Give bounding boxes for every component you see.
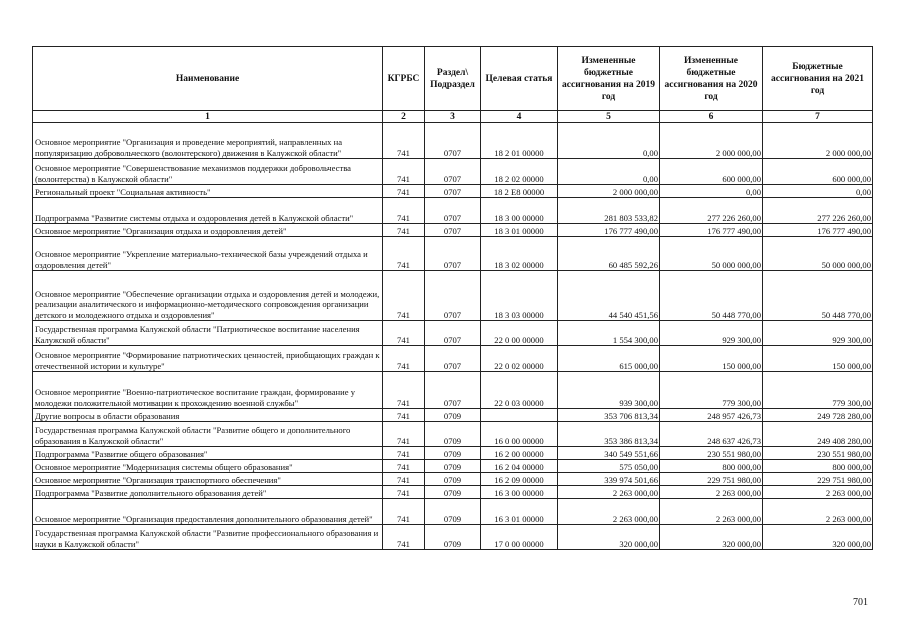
row-amount-2019: 1 554 300,00 (558, 321, 660, 346)
table-body (33, 123, 873, 550)
row-amount-2019: 353 706 813,34 (558, 409, 660, 422)
row-amount-2021: 0,00 (763, 185, 873, 198)
row-section: 0707 (425, 185, 481, 198)
row-name: Региональный проект "Социальная активность" (33, 185, 383, 198)
row-target: 16 2 09 00000 (481, 473, 558, 486)
table-row (33, 486, 873, 499)
header-target: Целевая статья (481, 47, 558, 111)
table-row (33, 159, 873, 185)
row-kgrbs: 741 (383, 224, 425, 237)
row-name: Подпрограмма "Развитие дополнительного образования детей" (33, 486, 383, 499)
row-amount-2019: 2 263 000,00 (558, 486, 660, 499)
table-row (33, 499, 873, 525)
row-amount-2019: 353 386 813,34 (558, 422, 660, 447)
table-row (33, 271, 873, 321)
row-amount-2021: 150 000,00 (763, 346, 873, 372)
row-amount-2020: 800 000,00 (660, 460, 763, 473)
row-target: 18 2 E8 00000 (481, 185, 558, 198)
column-number: 1 (33, 111, 383, 123)
table-row (33, 346, 873, 372)
row-kgrbs: 741 (383, 525, 425, 550)
table-row (33, 460, 873, 473)
row-name: Подпрограмма "Развитие общего образования" (33, 447, 383, 460)
row-section: 0707 (425, 372, 481, 409)
row-amount-2021: 229 751 980,00 (763, 473, 873, 486)
row-amount-2020: 600 000,00 (660, 159, 763, 185)
row-amount-2021: 230 551 980,00 (763, 447, 873, 460)
row-target: 22 0 03 00000 (481, 372, 558, 409)
table-row (33, 409, 873, 422)
row-name: Основное мероприятие "Формирование патриотических ценностей, приобщающих граждан к отечественной истории и культуре" (33, 346, 383, 372)
row-target: 16 2 00 00000 (481, 447, 558, 460)
header-2021: Бюджетные ассигнования на 2021 год (763, 47, 873, 111)
row-kgrbs: 741 (383, 198, 425, 224)
row-amount-2019: 320 000,00 (558, 525, 660, 550)
row-kgrbs: 741 (383, 422, 425, 447)
row-amount-2020: 150 000,00 (660, 346, 763, 372)
row-amount-2019: 2 263 000,00 (558, 499, 660, 525)
row-amount-2019: 939 300,00 (558, 372, 660, 409)
row-target: 22 0 02 00000 (481, 346, 558, 372)
row-amount-2020: 929 300,00 (660, 321, 763, 346)
row-amount-2019: 44 540 451,56 (558, 271, 660, 321)
row-name: Основное мероприятие "Организация предоставления дополнительного образования детей" (33, 499, 383, 525)
row-amount-2020: 277 226 260,00 (660, 198, 763, 224)
row-section: 0707 (425, 123, 481, 159)
header-2019: Измененные бюджетные ассигнования на 2019 год (558, 47, 660, 111)
row-amount-2021: 50 448 770,00 (763, 271, 873, 321)
row-target: 16 0 00 00000 (481, 422, 558, 447)
budget-table (32, 46, 873, 550)
row-name: Основное мероприятие "Совершенствование механизмов поддержки добровольчества (волонтерства) в Калужской области" (33, 159, 383, 185)
row-amount-2019: 0,00 (558, 159, 660, 185)
row-target: 18 3 03 00000 (481, 271, 558, 321)
row-section: 0709 (425, 525, 481, 550)
row-kgrbs: 741 (383, 321, 425, 346)
table-row (33, 473, 873, 486)
row-name: Основное мероприятие "Военно-патриотическое воспитание граждан, формирование у молодежи положительной мотивации к прохождению военной службы" (33, 372, 383, 409)
row-kgrbs: 741 (383, 460, 425, 473)
row-name: Основное мероприятие "Организация отдыха и оздоровления детей" (33, 224, 383, 237)
row-section: 0707 (425, 224, 481, 237)
row-amount-2020: 229 751 980,00 (660, 473, 763, 486)
table-row (33, 525, 873, 550)
row-target: 22 0 00 00000 (481, 321, 558, 346)
row-amount-2019: 0,00 (558, 123, 660, 159)
row-amount-2020: 176 777 490,00 (660, 224, 763, 237)
table-row (33, 372, 873, 409)
table-row (33, 224, 873, 237)
row-target: 16 3 00 00000 (481, 486, 558, 499)
row-amount-2020: 50 448 770,00 (660, 271, 763, 321)
row-name: Другие вопросы в области образования (33, 409, 383, 422)
row-amount-2021: 277 226 260,00 (763, 198, 873, 224)
row-kgrbs: 741 (383, 486, 425, 499)
row-target: 18 3 00 00000 (481, 198, 558, 224)
row-kgrbs: 741 (383, 473, 425, 486)
row-amount-2019: 615 000,00 (558, 346, 660, 372)
row-amount-2020: 0,00 (660, 185, 763, 198)
row-amount-2019: 281 803 533,82 (558, 198, 660, 224)
row-amount-2021: 249 728 280,00 (763, 409, 873, 422)
row-target: 18 3 01 00000 (481, 224, 558, 237)
row-name: Государственная программа Калужской области "Патриотическое воспитание населения Калужской области" (33, 321, 383, 346)
table-row (33, 237, 873, 271)
row-target: 16 2 04 00000 (481, 460, 558, 473)
row-kgrbs: 741 (383, 271, 425, 321)
column-number: 7 (763, 111, 873, 123)
row-amount-2020: 2 000 000,00 (660, 123, 763, 159)
table-row (33, 198, 873, 224)
column-number: 5 (558, 111, 660, 123)
row-kgrbs: 741 (383, 447, 425, 460)
header-section: Раздел\ Подраздел (425, 47, 481, 111)
column-number-row (33, 111, 873, 123)
row-kgrbs: 741 (383, 499, 425, 525)
row-kgrbs: 741 (383, 159, 425, 185)
row-name: Основное мероприятие "Укрепление материально-технической базы учреждений отдыха и оздоровления детей" (33, 237, 383, 271)
row-amount-2019: 60 485 592,26 (558, 237, 660, 271)
row-section: 0709 (425, 409, 481, 422)
row-section: 0709 (425, 486, 481, 499)
row-amount-2020: 248 637 426,73 (660, 422, 763, 447)
row-amount-2021: 779 300,00 (763, 372, 873, 409)
row-amount-2020: 2 263 000,00 (660, 486, 763, 499)
row-amount-2020: 248 957 426,73 (660, 409, 763, 422)
row-kgrbs: 741 (383, 372, 425, 409)
row-name: Основное мероприятие "Модернизация системы общего образования" (33, 460, 383, 473)
table-row (33, 321, 873, 346)
row-amount-2020: 230 551 980,00 (660, 447, 763, 460)
row-amount-2021: 176 777 490,00 (763, 224, 873, 237)
row-name: Государственная программа Калужской области "Развитие общего и дополнительного образования в Калужской области" (33, 422, 383, 447)
row-amount-2020: 779 300,00 (660, 372, 763, 409)
row-amount-2019: 575 050,00 (558, 460, 660, 473)
row-kgrbs: 741 (383, 237, 425, 271)
row-name: Основное мероприятие "Организация и проведение мероприятий, направленных на популяризацию добровольческого (волонтерского) движения в Калужской области" (33, 123, 383, 159)
row-section: 0707 (425, 237, 481, 271)
table-row (33, 185, 873, 198)
table-row (33, 447, 873, 460)
row-amount-2020: 320 000,00 (660, 525, 763, 550)
row-kgrbs: 741 (383, 185, 425, 198)
row-section: 0709 (425, 447, 481, 460)
page-number: 701 (853, 597, 868, 608)
row-target (481, 409, 558, 422)
row-amount-2021: 800 000,00 (763, 460, 873, 473)
row-kgrbs: 741 (383, 346, 425, 372)
row-target: 18 2 01 00000 (481, 123, 558, 159)
header-kgrbs: КГРБС (383, 47, 425, 111)
column-number: 4 (481, 111, 558, 123)
row-target: 16 3 01 00000 (481, 499, 558, 525)
row-section: 0707 (425, 198, 481, 224)
row-amount-2021: 600 000,00 (763, 159, 873, 185)
row-amount-2021: 929 300,00 (763, 321, 873, 346)
column-number: 2 (383, 111, 425, 123)
table-row (33, 123, 873, 159)
header-row (33, 47, 873, 111)
row-amount-2020: 2 263 000,00 (660, 499, 763, 525)
row-section: 0707 (425, 271, 481, 321)
header-name: Наименование (33, 47, 383, 111)
row-section: 0709 (425, 422, 481, 447)
row-amount-2021: 2 000 000,00 (763, 123, 873, 159)
row-name: Основное мероприятие "Организация транспортного обеспечения" (33, 473, 383, 486)
row-section: 0709 (425, 499, 481, 525)
row-name: Подпрограмма "Развитие системы отдыха и оздоровления детей в Калужской области" (33, 198, 383, 224)
table-row (33, 422, 873, 447)
row-name: Государственная программа Калужской области "Развитие профессионального образования и науки в Калужской области" (33, 525, 383, 550)
row-target: 17 0 00 00000 (481, 525, 558, 550)
row-kgrbs: 741 (383, 409, 425, 422)
row-kgrbs: 741 (383, 123, 425, 159)
row-amount-2021: 2 263 000,00 (763, 499, 873, 525)
row-section: 0709 (425, 473, 481, 486)
row-amount-2020: 50 000 000,00 (660, 237, 763, 271)
row-section: 0709 (425, 460, 481, 473)
row-amount-2019: 339 974 501,66 (558, 473, 660, 486)
row-section: 0707 (425, 321, 481, 346)
row-section: 0707 (425, 346, 481, 372)
row-amount-2019: 176 777 490,00 (558, 224, 660, 237)
row-target: 18 2 02 00000 (481, 159, 558, 185)
row-amount-2019: 340 549 551,66 (558, 447, 660, 460)
row-name: Основное мероприятие "Обеспечение организации отдыха и оздоровления детей и молодежи, реализации аналитического и информационно-методического сопровождения организации детского и молодежного отдыха и оздоровления" (33, 271, 383, 321)
column-number: 3 (425, 111, 481, 123)
row-amount-2019: 2 000 000,00 (558, 185, 660, 198)
column-number: 6 (660, 111, 763, 123)
row-amount-2021: 2 263 000,00 (763, 486, 873, 499)
row-amount-2021: 320 000,00 (763, 525, 873, 550)
row-section: 0707 (425, 159, 481, 185)
row-target: 18 3 02 00000 (481, 237, 558, 271)
row-amount-2021: 249 408 280,00 (763, 422, 873, 447)
row-amount-2021: 50 000 000,00 (763, 237, 873, 271)
header-2020: Измененные бюджетные ассигнования на 2020 год (660, 47, 763, 111)
